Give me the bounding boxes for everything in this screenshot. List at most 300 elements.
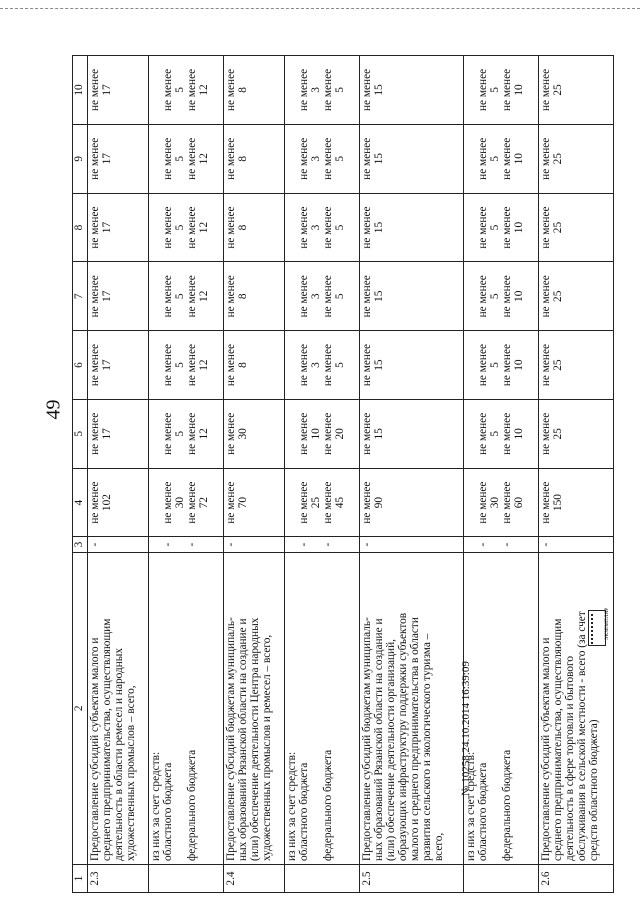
value-line: не менее	[476, 344, 489, 387]
value-line: 8	[237, 155, 250, 162]
value-cell	[88, 262, 149, 331]
value-line: не менее	[89, 206, 102, 249]
description-line: ных образований Рязанской области на создание и	[373, 618, 386, 862]
breakdown-value-cell	[285, 468, 360, 537]
description-line: художественных промыслов и ремесел – всего,	[261, 634, 274, 862]
value-line: не менее	[162, 344, 175, 387]
breakdown-value-cell	[149, 331, 224, 400]
value-line	[150, 401, 162, 467]
breakdown-value-cell	[285, 193, 360, 262]
value-line: 17	[101, 290, 114, 302]
description-line: Предоставление субсидий бюджетам муниципаль-	[361, 617, 374, 862]
description-line: всего,	[433, 832, 446, 862]
value-line: не менее	[89, 412, 102, 455]
value-line: 10	[512, 221, 525, 234]
value-line: не менее	[322, 412, 335, 455]
funding-breakdown-row	[463, 56, 538, 893]
col3-line: -	[298, 542, 311, 547]
value-line: не менее	[361, 275, 374, 318]
value-line: 10	[512, 84, 525, 96]
value-line: 25	[551, 290, 564, 302]
breakdown-line: из них за счет средств:	[464, 751, 477, 862]
col3-line	[465, 538, 477, 550]
value-line	[286, 332, 298, 398]
value-cell	[538, 331, 613, 400]
value-line: 5	[488, 224, 501, 231]
value-line: не менее	[186, 412, 199, 455]
stamp-dots	[591, 614, 597, 644]
funding-breakdown-row	[149, 56, 224, 893]
value-line	[150, 195, 162, 261]
breakdown-value-cell	[285, 262, 360, 331]
value-line: 12	[198, 221, 211, 234]
breakdown-value-cell	[149, 399, 224, 468]
breakdown-line: из них за счет средств:	[150, 751, 163, 862]
value-line: 25	[551, 221, 564, 234]
value-line: не менее	[225, 68, 238, 112]
value-line: 5	[488, 155, 501, 162]
value-cell	[360, 262, 464, 331]
breakdown-value-cell	[463, 124, 538, 193]
value-line: 3	[310, 293, 323, 300]
value-line: 30	[488, 496, 501, 509]
value-line: не менее	[322, 68, 335, 112]
column-header: 4	[73, 468, 88, 537]
stamp-caption: ЭКЗЕМПЛЯР	[605, 607, 610, 640]
value-line: 8	[237, 87, 250, 93]
breakdown-value-cell	[285, 399, 360, 468]
value-cell	[360, 124, 464, 193]
value-cell	[360, 193, 464, 262]
row-number: 2.3	[88, 865, 149, 893]
document-footer: № 10258 24.10.2014 16:39:09	[460, 661, 472, 796]
value-cell	[360, 468, 464, 537]
value-line: 25	[310, 496, 323, 509]
breakdown-value-cell	[149, 468, 224, 537]
value-line: не менее	[89, 137, 102, 180]
value-line: 12	[198, 290, 211, 302]
breakdown-value-cell	[149, 56, 224, 125]
value-line: 10	[512, 359, 525, 371]
value-line: не менее	[225, 275, 238, 318]
value-cell	[88, 399, 149, 468]
value-line: не менее	[539, 412, 552, 455]
breakdown-line: областного бюджета	[476, 762, 489, 862]
value-line: не менее	[89, 275, 102, 318]
value-line: не менее	[225, 412, 238, 455]
value-line: не менее	[361, 344, 374, 387]
value-line: 5	[488, 431, 501, 437]
value-line: 17	[101, 221, 114, 234]
breakdown-description	[149, 552, 224, 864]
value-cell	[88, 331, 149, 400]
breakdown-line	[174, 556, 186, 861]
value-line: не менее	[500, 275, 513, 318]
value-cell	[88, 124, 149, 193]
value-line: 3	[310, 155, 323, 162]
value-line: не менее	[186, 68, 199, 112]
row-number: 2.5	[360, 865, 464, 893]
value-line	[465, 57, 477, 123]
description-line: деятельность в сфере торговли и бытового	[563, 655, 576, 862]
value-line: 15	[373, 221, 386, 234]
value-line: 15	[373, 290, 386, 302]
description-line: (или) обеспечение деятельности организаций,	[385, 639, 398, 862]
value-line: не менее	[500, 137, 513, 180]
description-line: Предоставление субсидий бюджетам муниципаль-	[225, 617, 238, 862]
value-line: не менее	[539, 344, 552, 387]
value-line: 17	[101, 153, 114, 165]
value-line: не менее	[500, 206, 513, 249]
value-line: 72	[198, 496, 211, 509]
breakdown-line: областного бюджета	[162, 762, 175, 862]
value-line: не менее	[322, 206, 335, 249]
breakdown-line: из них за счет средств:	[286, 751, 299, 862]
value-line: 10	[512, 153, 525, 165]
value-line: 15	[373, 153, 386, 165]
value-line: не менее	[225, 206, 238, 249]
column-header: 9	[73, 124, 88, 193]
breakdown-value-cell	[149, 262, 224, 331]
value-line: не менее	[298, 137, 311, 180]
value-line: не менее	[298, 412, 311, 455]
value-line: не менее	[476, 412, 489, 455]
value-line	[465, 263, 477, 329]
value-line: 5	[174, 431, 187, 437]
breakdown-description	[463, 552, 538, 864]
value-line: 17	[101, 359, 114, 371]
value-cell	[538, 193, 613, 262]
value-line: не менее	[539, 481, 552, 524]
value-cell	[224, 399, 285, 468]
breakdown-description	[285, 552, 360, 864]
value-line: не менее	[539, 206, 552, 249]
value-line: 12	[198, 153, 211, 165]
value-cell	[538, 399, 613, 468]
value-line: не менее	[539, 275, 552, 318]
value-line: 60	[512, 496, 525, 509]
value-line: не менее	[298, 206, 311, 249]
value-line: 30	[237, 428, 250, 440]
value-line	[465, 401, 477, 467]
breakdown-value-cell	[285, 124, 360, 193]
value-cell	[88, 56, 149, 125]
row-description	[224, 552, 285, 864]
value-cell	[538, 124, 613, 193]
value-line: не менее	[298, 344, 311, 387]
breakdown-value-cell	[463, 56, 538, 125]
col3-value: -	[224, 537, 285, 552]
value-line: 5	[174, 293, 187, 300]
col3-line	[150, 538, 162, 550]
value-line: 15	[373, 84, 386, 96]
value-line: не менее	[361, 137, 374, 180]
value-line: не менее	[322, 344, 335, 387]
col3-value: -	[360, 537, 464, 552]
value-line	[286, 401, 298, 467]
col3-line: -	[162, 542, 175, 547]
value-line: 90	[373, 496, 386, 509]
value-line: 5	[174, 362, 187, 368]
value-line	[150, 57, 162, 123]
value-cell	[224, 124, 285, 193]
value-line: 5	[334, 362, 347, 368]
value-line: не менее	[322, 481, 335, 524]
value-line: не менее	[162, 68, 175, 112]
breakdown-line	[310, 556, 322, 861]
value-cell	[360, 399, 464, 468]
value-line	[465, 332, 477, 398]
value-line: не менее	[225, 137, 238, 180]
value-line: не менее	[298, 275, 311, 318]
value-line: не менее	[89, 481, 102, 524]
header-row	[73, 56, 88, 893]
value-line: 8	[237, 224, 250, 231]
col3-value: -	[538, 537, 613, 552]
value-line	[465, 195, 477, 261]
value-line: не менее	[539, 137, 552, 180]
value-line: 8	[237, 362, 250, 368]
value-line: не менее	[162, 275, 175, 318]
value-line: не менее	[298, 481, 311, 524]
section-row	[360, 56, 464, 893]
value-line: не менее	[539, 68, 552, 112]
value-line: 5	[174, 224, 187, 231]
value-line: не менее	[322, 275, 335, 318]
value-line: не менее	[361, 68, 374, 112]
column-header: 2	[73, 552, 88, 864]
row-number: 2.4	[224, 865, 285, 893]
col3-line	[286, 538, 298, 550]
value-line: 8	[237, 293, 250, 300]
page-number: 49	[42, 399, 65, 420]
value-line: не менее	[500, 412, 513, 455]
col3-line: -	[322, 542, 335, 547]
col3-breakdown	[285, 537, 360, 552]
value-line	[465, 470, 477, 536]
value-line: не менее	[476, 137, 489, 180]
description-line: развития сельского и экологического туризма –	[421, 633, 434, 862]
description-line: деятельность в области ремесел и народных	[113, 648, 126, 862]
value-line: не менее	[322, 137, 335, 180]
column-header: 5	[73, 399, 88, 468]
column-header: 1	[73, 865, 88, 893]
value-line: 5	[488, 362, 501, 368]
description-line: (или) обеспечение деятельности Центра народных	[249, 617, 262, 862]
value-line: 5	[334, 224, 347, 231]
landscape-table-sheet	[72, 55, 614, 893]
description-line: малого и среднего предпринимательства в области	[409, 617, 422, 862]
value-line: 25	[551, 428, 564, 440]
value-line: не менее	[186, 206, 199, 249]
breakdown-line: федерального бюджета	[186, 749, 199, 862]
value-line	[150, 126, 162, 192]
value-line: 5	[174, 155, 187, 162]
column-header: 6	[73, 331, 88, 400]
empty-cell	[149, 865, 224, 893]
column-header: 8	[73, 193, 88, 262]
description-line: среднего предпринимательства, осуществляющим	[551, 618, 564, 862]
breakdown-value-cell	[463, 193, 538, 262]
value-line: 12	[198, 359, 211, 371]
value-line: 17	[101, 84, 114, 96]
value-line: не менее	[186, 481, 199, 524]
value-line: 3	[310, 362, 323, 368]
value-line	[150, 332, 162, 398]
value-line	[286, 126, 298, 192]
breakdown-line: областного бюджета	[298, 762, 311, 862]
col3-line: -	[476, 542, 489, 547]
value-line: не менее	[89, 68, 102, 112]
value-cell	[224, 262, 285, 331]
value-line: не менее	[361, 206, 374, 249]
value-cell	[538, 56, 613, 125]
value-cell	[224, 468, 285, 537]
value-line: не менее	[186, 344, 199, 387]
value-line: не менее	[162, 481, 175, 524]
col3-breakdown	[463, 537, 538, 552]
value-line: 30	[174, 496, 187, 509]
value-line	[286, 57, 298, 123]
value-cell	[88, 193, 149, 262]
value-line: 70	[237, 496, 250, 509]
value-line: 10	[310, 428, 323, 440]
breakdown-value-cell	[463, 331, 538, 400]
value-line: не менее	[476, 68, 489, 112]
value-line: не менее	[162, 412, 175, 455]
description-line: образующих инфраструктуру поддержки субъектов	[397, 612, 410, 862]
value-line: 10	[512, 428, 525, 440]
value-line: 15	[373, 359, 386, 371]
value-line: не менее	[361, 481, 374, 524]
value-line	[465, 126, 477, 192]
value-line: не менее	[162, 137, 175, 180]
empty-cell	[285, 865, 360, 893]
copy-stamp	[580, 607, 612, 646]
col3-line	[310, 538, 322, 550]
breakdown-value-cell	[463, 399, 538, 468]
description-line: средств областного бюджета)	[587, 719, 600, 862]
value-line: не менее	[476, 275, 489, 318]
description-line: обслуживания в сельской местности - всего (за счет	[575, 611, 588, 862]
breakdown-value-cell	[285, 56, 360, 125]
row-number: 2.6	[538, 865, 613, 893]
description-line: Предоставление субсидий субъектам малого и	[89, 637, 102, 862]
value-line: 5	[334, 155, 347, 162]
value-line: не менее	[89, 344, 102, 387]
value-line: не менее	[500, 344, 513, 387]
value-line: не менее	[162, 206, 175, 249]
value-cell	[224, 56, 285, 125]
breakdown-value-cell	[149, 193, 224, 262]
value-line: не менее	[500, 68, 513, 112]
value-line: не менее	[186, 137, 199, 180]
value-line	[150, 263, 162, 329]
value-line: 17	[101, 428, 114, 440]
col3-line	[174, 538, 186, 550]
value-cell	[360, 331, 464, 400]
row-description	[360, 552, 464, 864]
col3-line: -	[186, 542, 199, 547]
value-line: 5	[334, 293, 347, 300]
value-line: 10	[512, 290, 525, 302]
value-line: 5	[488, 293, 501, 300]
breakdown-line: федерального бюджета	[500, 749, 513, 862]
column-header: 7	[73, 262, 88, 331]
value-line: 25	[551, 153, 564, 165]
value-line: 102	[101, 494, 114, 512]
value-line: не менее	[225, 481, 238, 524]
top-scan-rule	[0, 8, 640, 9]
description-line: художественных промыслов – всего,	[125, 685, 138, 862]
col3-value: -	[88, 537, 149, 552]
funding-breakdown-row	[285, 56, 360, 893]
value-line: 45	[334, 496, 347, 509]
col3-line: -	[500, 542, 513, 547]
value-line: не менее	[500, 481, 513, 524]
value-cell	[224, 331, 285, 400]
value-line: 5	[488, 87, 501, 93]
section-row	[88, 56, 149, 893]
description-line: среднего предпринимательства, осуществляющим	[101, 618, 114, 862]
value-line: 12	[198, 428, 211, 440]
value-cell	[538, 468, 613, 537]
value-line: 5	[334, 87, 347, 93]
indicators-table	[72, 55, 614, 893]
value-line: 3	[310, 224, 323, 231]
value-line: 12	[198, 84, 211, 96]
value-line: не менее	[298, 68, 311, 112]
breakdown-line	[489, 556, 501, 861]
empty-cell	[463, 865, 538, 893]
breakdown-value-cell	[463, 262, 538, 331]
column-header: 3	[73, 537, 88, 552]
value-line	[286, 195, 298, 261]
breakdown-value-cell	[149, 124, 224, 193]
col3-line	[489, 538, 501, 550]
row-description	[88, 552, 149, 864]
col3-breakdown	[149, 537, 224, 552]
value-line	[286, 263, 298, 329]
value-line: не менее	[361, 412, 374, 455]
value-cell	[88, 468, 149, 537]
value-line: 25	[551, 84, 564, 96]
value-line: не менее	[476, 206, 489, 249]
breakdown-value-cell	[285, 331, 360, 400]
value-cell	[360, 56, 464, 125]
value-line: не менее	[186, 275, 199, 318]
value-line: 25	[551, 359, 564, 371]
value-line	[150, 470, 162, 536]
value-line: 150	[551, 494, 564, 512]
description-line: Предоставление субсидий субъектам малого и	[539, 637, 552, 862]
breakdown-value-cell	[463, 468, 538, 537]
breakdown-line: федерального бюджета	[322, 749, 335, 862]
section-row	[224, 56, 285, 893]
value-line: не менее	[476, 481, 489, 524]
value-cell	[538, 262, 613, 331]
value-cell	[224, 193, 285, 262]
value-line: 5	[174, 87, 187, 93]
value-line: 3	[310, 87, 323, 93]
value-line: 15	[373, 428, 386, 440]
section-row	[538, 56, 613, 893]
value-line: 20	[334, 428, 347, 440]
value-line	[286, 470, 298, 536]
value-line: не менее	[225, 344, 238, 387]
row-description	[538, 552, 613, 864]
description-line: ных образований Рязанской области на создание и	[237, 618, 250, 862]
